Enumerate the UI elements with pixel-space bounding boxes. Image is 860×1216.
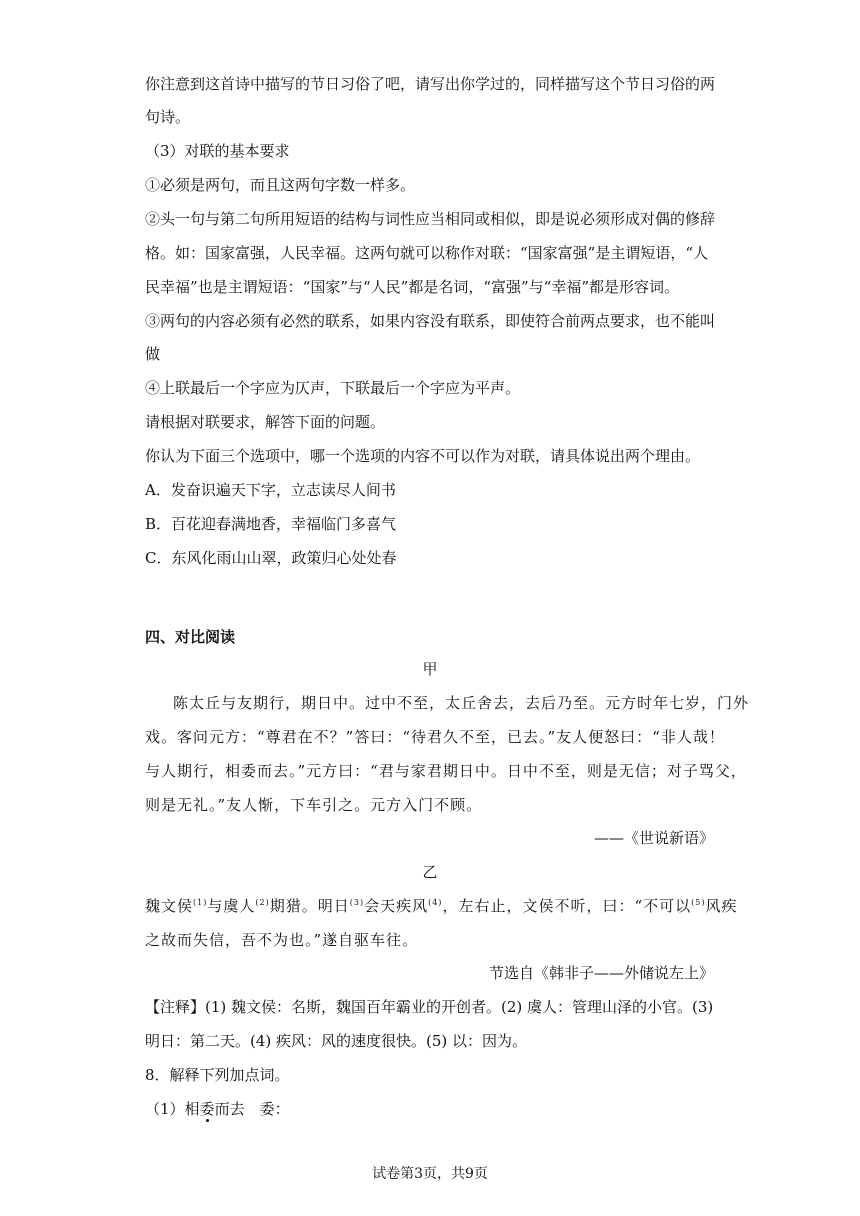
page-footer: 试卷第3页，共9页	[372, 1166, 488, 1182]
section-title: 四、对比阅读	[145, 628, 236, 646]
passage-yi-line: 之故而失信，吾不为也。”遂自驱车往。	[145, 931, 419, 949]
text-line: 做	[145, 345, 161, 363]
text-span: 魏文侯	[145, 897, 194, 915]
footnote-marker: (3)	[349, 898, 365, 907]
text-span: ，左右止，文侯不听，曰：“不可以	[442, 897, 692, 915]
passage-jia-line: 与人期行，相委而去。”元方曰：“君与家君期日中。日中不至，则是无信；对子骂父，	[145, 762, 747, 780]
option-a: A．发奋识遍天下字，立志读尽人间书	[145, 481, 396, 499]
footnote-marker: (2)	[255, 898, 270, 907]
text-span: 期猎。明日	[269, 897, 350, 915]
text-line: 句诗。	[145, 108, 191, 126]
footnote-marker: (1)	[193, 898, 208, 907]
text-span: 风疾	[705, 897, 738, 915]
text-span: 而去 委：	[214, 1100, 290, 1118]
text-line: 请根据对联要求，解答下面的问题。	[145, 413, 386, 431]
passage-jia-line: 则是无礼。”友人惭，下车引之。元方入门不顾。	[145, 796, 483, 814]
text-line: 格。如：国家富强，人民幸福。这两句就可以称作对联：“国家富强”是主谓短语，“人	[145, 244, 709, 262]
text-line: ①必须是两句，而且这两句字数一样多。	[145, 176, 416, 194]
text-line: 民幸福”也是主谓短语：“国家”与“人民”都是名词，“富强”与“幸福”都是形容词。	[145, 278, 680, 296]
annotation-line: 明日：第二天。(4) 疾风：风的速度很快。(5) 以：因为。	[145, 1032, 528, 1050]
passage-jia-heading: 甲	[422, 660, 438, 678]
text-line: （3）对联的基本要求	[145, 142, 290, 160]
passage-jia-line: 戏。客问元方：“尊君在不？”答曰：“待君久不至，已去。”友人便怒曰：“非人哉！	[145, 728, 725, 746]
question-8: 8．解释下列加点词。	[145, 1066, 290, 1084]
dotted-word: 委	[199, 1100, 215, 1118]
text-line: 你注意到这首诗中描写的节日习俗了吧，请写出你学过的，同样描写这个节日习俗的两	[145, 75, 716, 93]
option-b: B．百花迎春满地香，幸福临门多喜气	[145, 515, 397, 533]
text-line: ③两句的内容必须有必然的联系，如果内容没有联系，即使符合前两点要求，也不能叫	[145, 312, 716, 330]
text-span: 与虞人	[207, 897, 256, 915]
passage-jia-line: 陈太丘与友期行，期日中。过中不至，太丘舍去，去后乃至。元方时年七岁，门外	[173, 694, 750, 712]
passage-jia-source: ——《世说新语》	[593, 829, 714, 847]
footnote-marker: (4)	[428, 898, 443, 907]
option-c: C．东风化雨山山翠，政策归心处处春	[145, 549, 397, 567]
question-8-1	[145, 1099, 290, 1119]
text-line: 你认为下面三个选项中，哪一个选项的内容不可以作为对联，请具体说出两个理由。	[145, 447, 701, 465]
text-span: （1）相	[145, 1100, 200, 1118]
passage-yi-line	[145, 896, 737, 916]
footnote-marker: (5)	[691, 898, 706, 907]
text-span: 会天疾风	[364, 897, 429, 915]
annotation-line: 【注释】(1) 魏文侯：名斯，魏国百年霸业的开创者。(2) 虞人：管理山泽的小官。(3)	[145, 998, 714, 1016]
text-line: ②头一句与第二句所用短语的结构与词性应当相同或相似，即是说必须形成对偶的修辞	[145, 210, 716, 228]
passage-yi-heading: 乙	[422, 863, 438, 881]
text-line: ④上联最后一个字应为仄声，下联最后一个字应为平声。	[145, 379, 521, 397]
passage-yi-source: 节选自《韩非子——外储说左上》	[488, 964, 714, 982]
